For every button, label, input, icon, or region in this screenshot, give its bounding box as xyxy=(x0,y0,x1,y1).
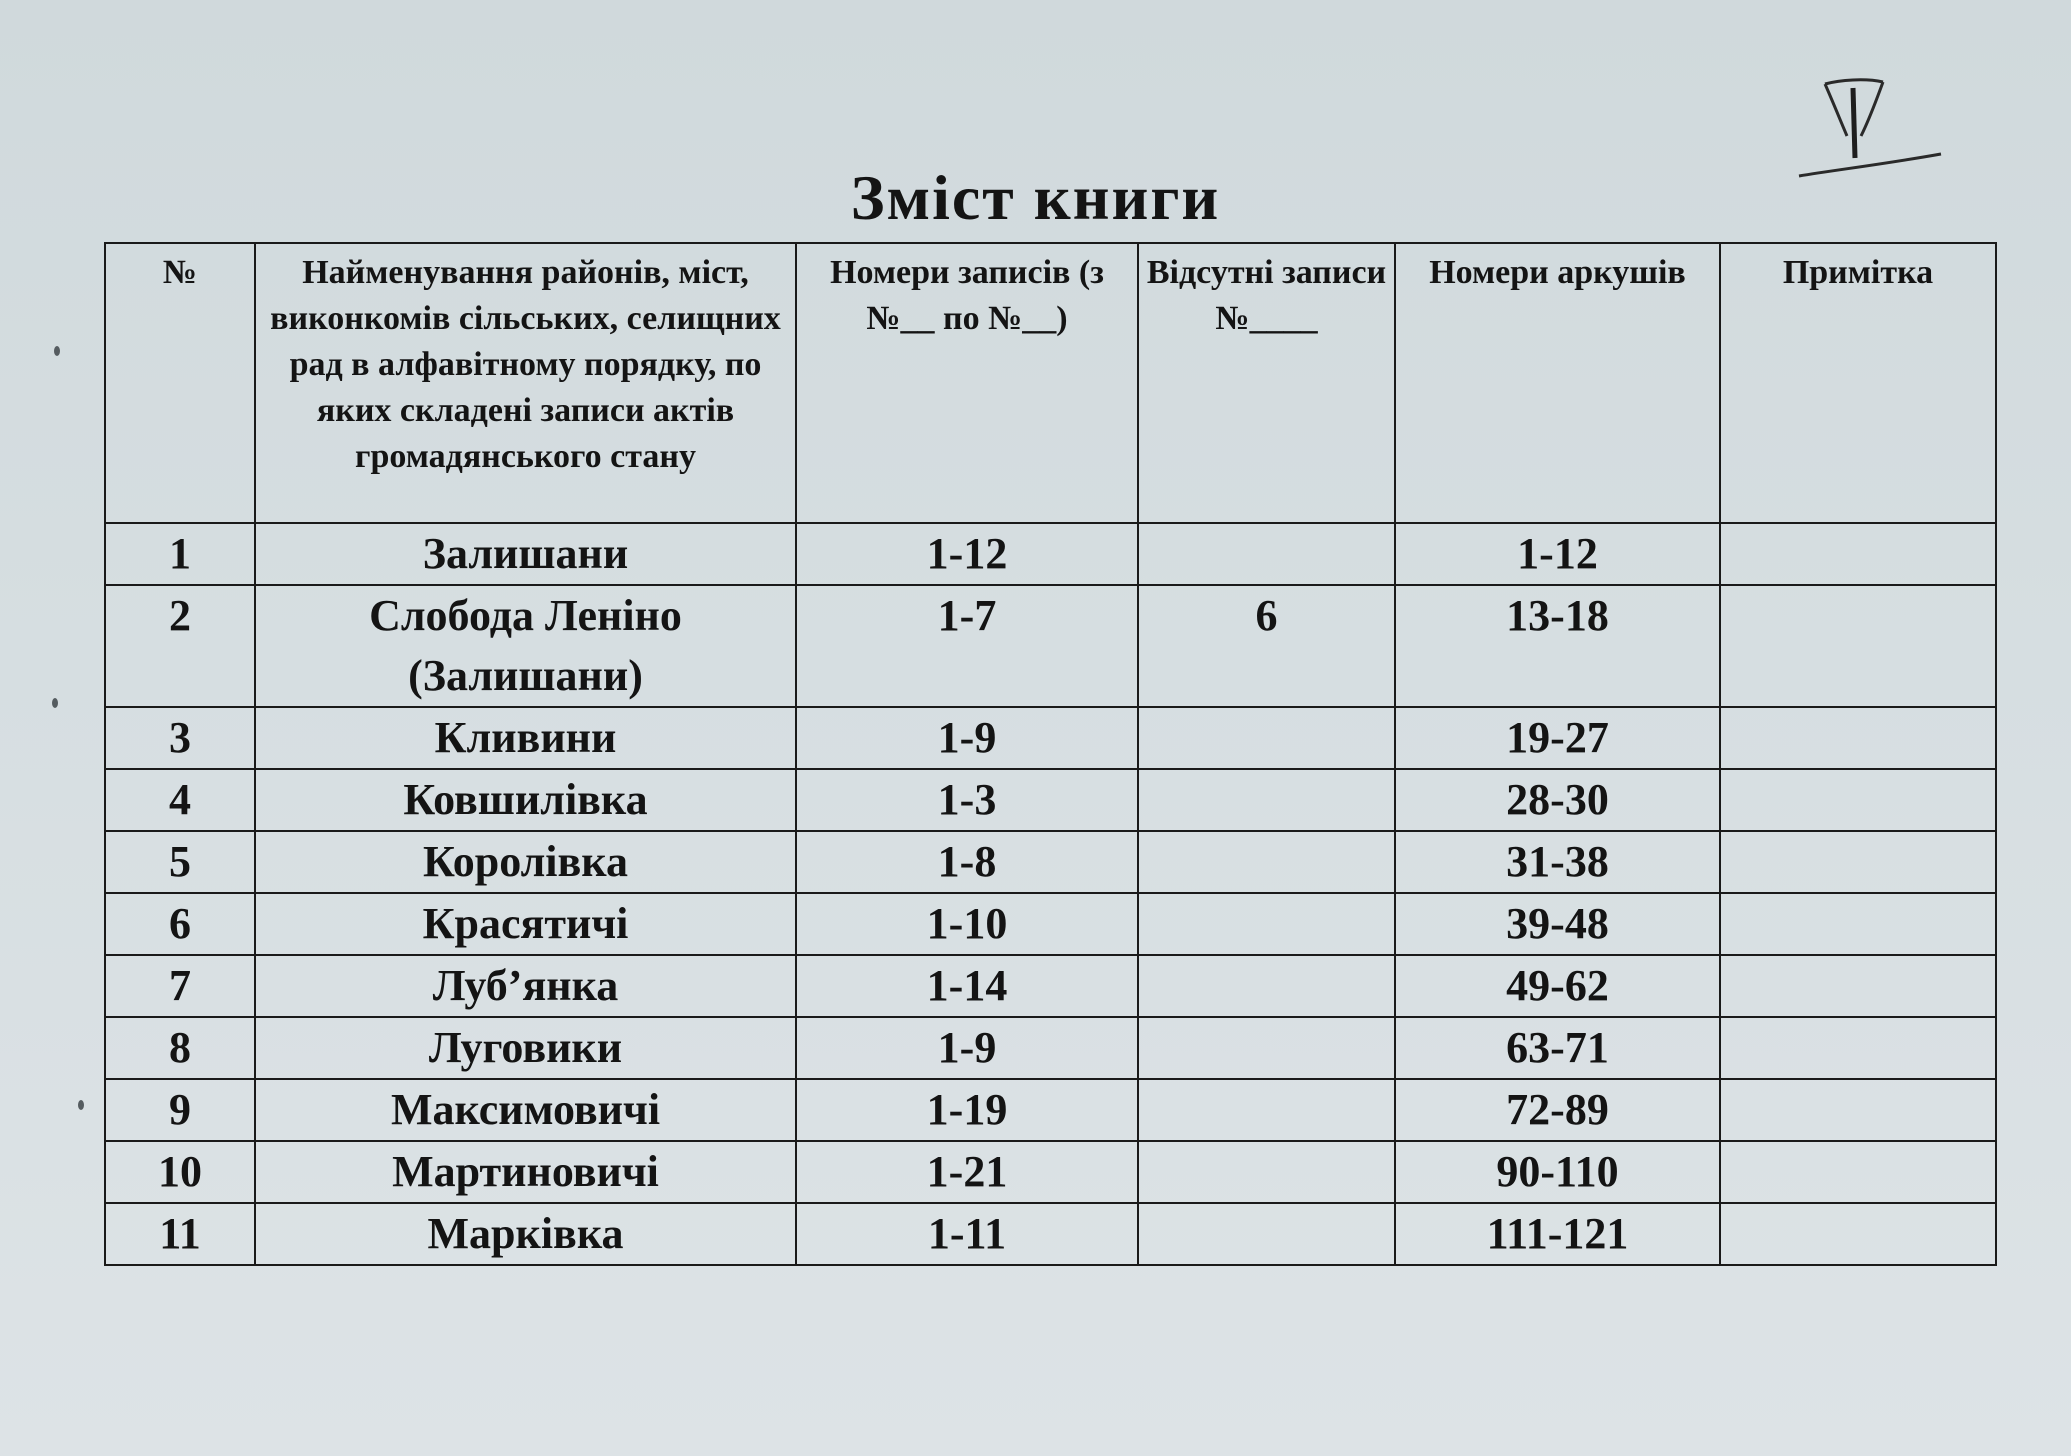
row-sheets: 13-18 xyxy=(1395,585,1720,707)
row-missing xyxy=(1138,1079,1395,1141)
row-missing xyxy=(1138,831,1395,893)
row-note xyxy=(1720,769,1996,831)
row-sheets: 63-71 xyxy=(1395,1017,1720,1079)
row-missing xyxy=(1138,955,1395,1017)
header-record-range: Номери записів (з №__ по №__) xyxy=(796,243,1138,523)
table-row xyxy=(105,769,1996,831)
table-row xyxy=(105,1017,1996,1079)
row-sheets: 39-48 xyxy=(1395,893,1720,955)
row-missing xyxy=(1138,1141,1395,1203)
row-sheets: 111-121 xyxy=(1395,1203,1720,1265)
row-number: 10 xyxy=(105,1141,255,1203)
row-record-range: 1-21 xyxy=(796,1141,1138,1203)
header-name: Найменування районів, міст, виконкомів сільських, селищних рад в алфавітному порядку, по яких складені записи актів громадянського стану xyxy=(255,243,796,523)
row-number: 3 xyxy=(105,707,255,769)
row-sheets: 72-89 xyxy=(1395,1079,1720,1141)
row-name: Красятичі xyxy=(255,893,796,955)
row-missing xyxy=(1138,893,1395,955)
row-missing xyxy=(1138,707,1395,769)
row-record-range: 1-14 xyxy=(796,955,1138,1017)
page-title: Зміст книги xyxy=(850,162,1221,233)
table-row xyxy=(105,955,1996,1017)
row-name: Марківка xyxy=(255,1203,796,1265)
row-number: 8 xyxy=(105,1017,255,1079)
header-number: № xyxy=(105,243,255,523)
paper-speck xyxy=(54,346,60,356)
table-row xyxy=(105,707,1996,769)
row-name: Кливини xyxy=(255,707,796,769)
row-missing: 6 xyxy=(1138,585,1395,707)
paper-speck xyxy=(78,1100,84,1110)
row-sheets: 1-12 xyxy=(1395,523,1720,585)
row-note xyxy=(1720,1203,1996,1265)
row-number: 1 xyxy=(105,523,255,585)
row-sheets: 90-110 xyxy=(1395,1141,1720,1203)
row-note xyxy=(1720,893,1996,955)
row-number: 5 xyxy=(105,831,255,893)
row-record-range: 1-10 xyxy=(796,893,1138,955)
table-row xyxy=(105,831,1996,893)
row-number: 9 xyxy=(105,1079,255,1141)
table-row xyxy=(105,1203,1996,1265)
row-record-range: 1-9 xyxy=(796,1017,1138,1079)
row-note xyxy=(1720,1079,1996,1141)
row-record-range: 1-3 xyxy=(796,769,1138,831)
table-row xyxy=(105,893,1996,955)
row-record-range: 1-7 xyxy=(796,585,1138,707)
row-missing xyxy=(1138,523,1395,585)
row-name: Луговики xyxy=(255,1017,796,1079)
row-sheets: 28-30 xyxy=(1395,769,1720,831)
row-number: 7 xyxy=(105,955,255,1017)
row-number: 11 xyxy=(105,1203,255,1265)
row-number: 6 xyxy=(105,893,255,955)
row-record-range: 1-9 xyxy=(796,707,1138,769)
row-missing xyxy=(1138,1017,1395,1079)
row-missing xyxy=(1138,1203,1395,1265)
table-row xyxy=(105,523,1996,585)
table-row xyxy=(105,1079,1996,1141)
row-record-range: 1-19 xyxy=(796,1079,1138,1141)
row-note xyxy=(1720,585,1996,707)
row-name: Королівка xyxy=(255,831,796,893)
row-record-range: 1-8 xyxy=(796,831,1138,893)
row-name: Ковшилівка xyxy=(255,769,796,831)
row-number: 2 xyxy=(105,585,255,707)
row-note xyxy=(1720,955,1996,1017)
row-note xyxy=(1720,1017,1996,1079)
row-sheets: 49-62 xyxy=(1395,955,1720,1017)
row-name: Луб’янка xyxy=(255,955,796,1017)
paper-speck xyxy=(52,698,58,708)
header-missing-records: Відсутні записи №____ xyxy=(1138,243,1395,523)
table-row xyxy=(105,1141,1996,1203)
header-row xyxy=(105,243,1996,523)
row-name: Мартиновичі xyxy=(255,1141,796,1203)
row-name: Слобода Леніно (Залишани) xyxy=(255,585,796,707)
row-missing xyxy=(1138,769,1395,831)
row-note xyxy=(1720,523,1996,585)
row-name: Залишани xyxy=(255,523,796,585)
row-sheets: 31-38 xyxy=(1395,831,1720,893)
row-number: 4 xyxy=(105,769,255,831)
header-note: Примітка xyxy=(1720,243,1996,523)
row-note xyxy=(1720,1141,1996,1203)
row-note xyxy=(1720,707,1996,769)
contents-table xyxy=(104,242,1997,1266)
header-sheet-numbers: Номери аркушів xyxy=(1395,243,1720,523)
table-row xyxy=(105,585,1996,707)
row-record-range: 1-11 xyxy=(796,1203,1138,1265)
row-record-range: 1-12 xyxy=(796,523,1138,585)
row-note xyxy=(1720,831,1996,893)
row-sheets: 19-27 xyxy=(1395,707,1720,769)
row-name: Максимовичі xyxy=(255,1079,796,1141)
